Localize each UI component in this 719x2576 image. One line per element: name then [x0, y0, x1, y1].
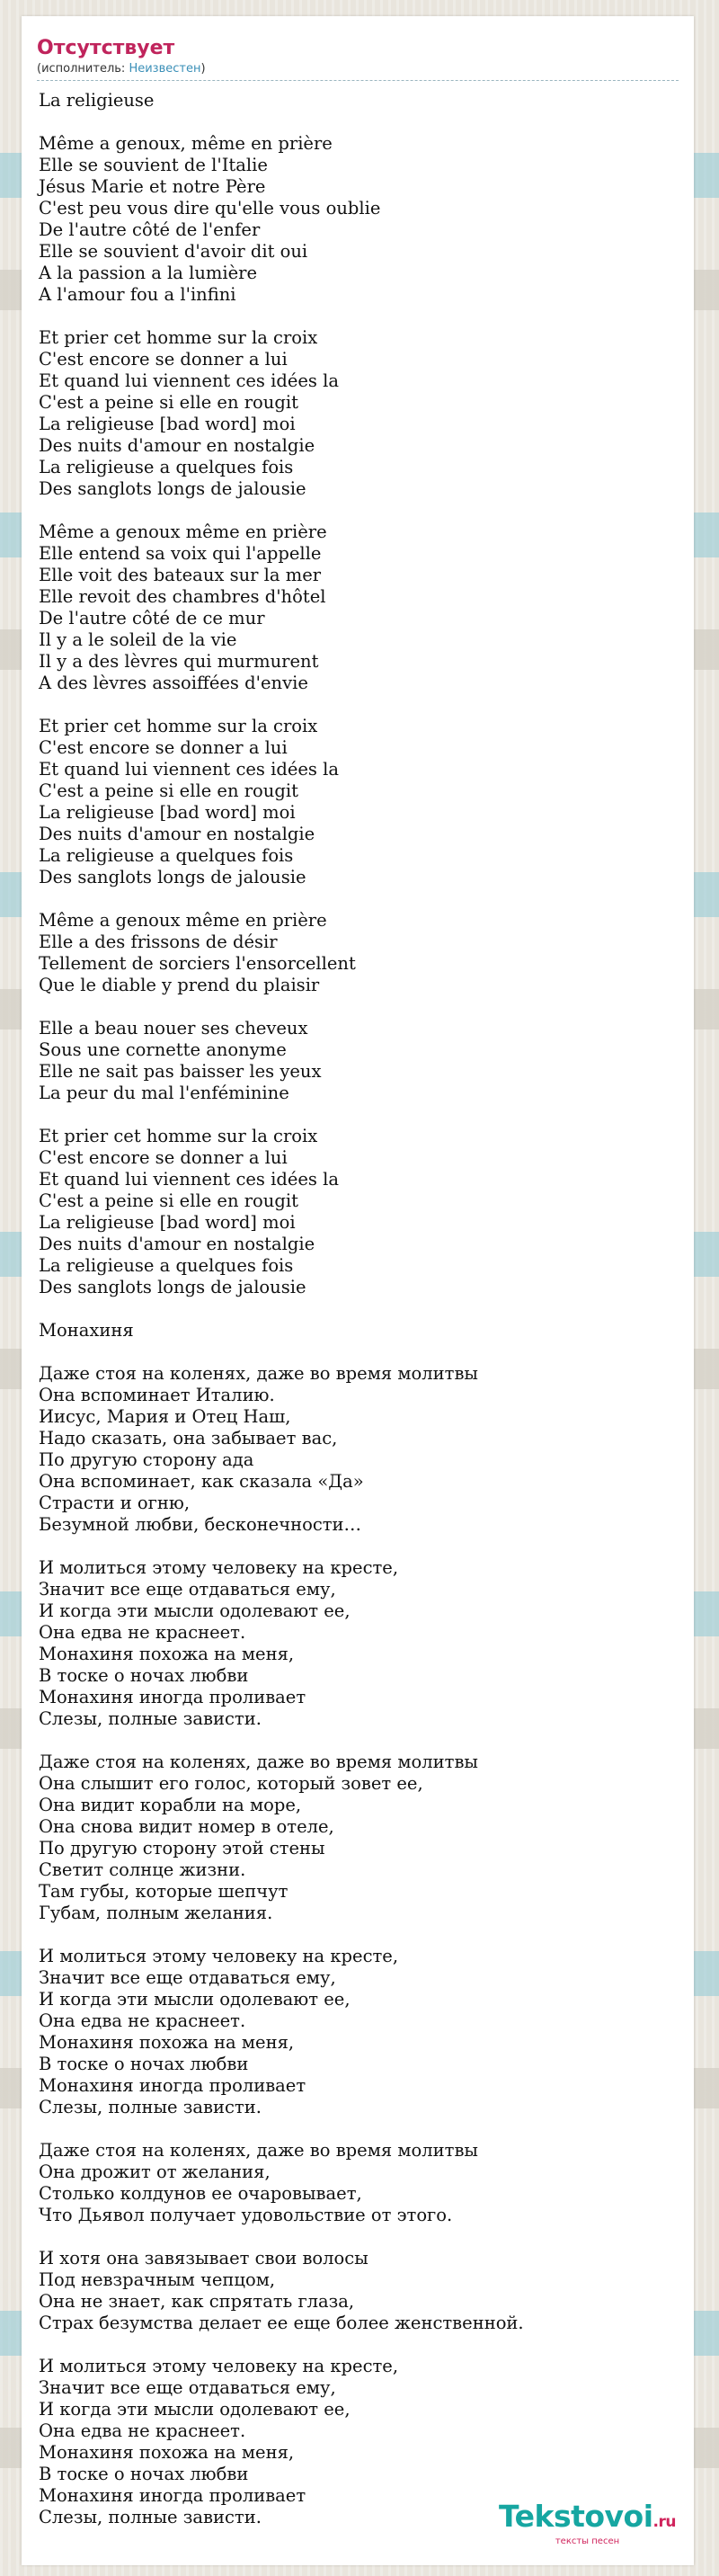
lyric-line: Иисус, Мария и Отец Наш,: [39, 1406, 291, 1427]
lyric-line: И когда эти мысли одолевают ее,: [39, 1600, 351, 1621]
lyric-line: И когда эти мысли одолевают ее,: [39, 1989, 351, 2010]
lyric-line: La religieuse [bad word] moi: [39, 1212, 296, 1233]
lyric-line: Elle ne sait pas baisser les yeux: [39, 1061, 322, 1082]
lyric-line: Des nuits d'amour en nostalgie: [39, 1234, 315, 1254]
lyric-line: Она вспоминает, как сказала «Да»: [39, 1471, 364, 1492]
lyric-line: La religieuse [bad word] moi: [39, 802, 296, 823]
lyric-line: Même a genoux même en prière: [39, 521, 327, 542]
lyric-line: Elle a beau nouer ses cheveux: [39, 1018, 308, 1038]
logo-main-text: Tekstovoi: [499, 2499, 653, 2534]
lyric-line: La religieuse a quelques fois: [39, 1255, 294, 1276]
lyric-line: Столько колдунов ее очаровывает,: [39, 2183, 362, 2204]
lyric-line: И когда эти мысли одолевают ее,: [39, 2399, 351, 2420]
lyric-line: Монахиня иногда проливает: [39, 2075, 306, 2096]
lyric-line: Страсти и огню,: [39, 1493, 191, 1513]
lyric-line: Des nuits d'amour en nostalgie: [39, 824, 315, 844]
stanza-break: [39, 500, 668, 521]
lyric-line: La religieuse: [39, 90, 155, 111]
lyric-line: Она слышит его голос, который зовет ее,: [39, 1773, 423, 1794]
lyric-line: Там губы, которые шепчут: [39, 1881, 288, 1902]
lyric-line: И молиться этому человеку на кресте,: [39, 1557, 399, 1578]
lyric-line: Она вспоминает Италию.: [39, 1385, 275, 1405]
lyric-line: La religieuse [bad word] moi: [39, 414, 296, 434]
lyric-line: Страх безумства делает ее еще более женственной.: [39, 2313, 524, 2333]
lyric-line: C'est a peine si elle en rougit: [39, 780, 298, 801]
artist-suffix: ): [200, 62, 206, 76]
lyric-line: Она снова видит номер в отеле,: [39, 1816, 334, 1837]
lyric-line: Значит все еще отдаваться ему,: [39, 1579, 336, 1600]
lyric-line: A l'amour fou a l'infini: [39, 284, 236, 305]
stanza-break: [39, 996, 668, 1018]
lyric-line: Слезы, полные зависти.: [39, 2097, 262, 2117]
artist-line: [37, 61, 679, 81]
lyric-line: C'est peu vous dire qu'elle vous oublie: [39, 198, 381, 218]
stanza-break: [39, 2226, 668, 2248]
lyric-line: Монахиня иногда проливает: [39, 2485, 306, 2506]
song-title: Отсутствует: [37, 37, 175, 59]
lyric-line: Et prier cet homme sur la croix: [39, 327, 318, 348]
lyric-line: Она едва не краснеет.: [39, 2420, 246, 2441]
stanza-break: [39, 1924, 668, 1946]
lyric-line: Она не знает, как спрятать глаза,: [39, 2291, 355, 2312]
lyric-line: La religieuse a quelques fois: [39, 845, 294, 866]
lyric-line: Под невзрачным чепцом,: [39, 2269, 276, 2290]
artist-link[interactable]: Неизвестен: [129, 62, 201, 76]
lyric-line: C'est a peine si elle en rougit: [39, 1190, 298, 1211]
stanza-break: [39, 1341, 668, 1363]
lyric-line: Монахиня похожа на меня,: [39, 2032, 295, 2053]
lyric-line: Des sanglots longs de jalousie: [39, 478, 306, 499]
stanza-break: [39, 2118, 668, 2140]
lyric-line: По другую сторону ада: [39, 1449, 254, 1470]
lyric-line: Et prier cet homme sur la croix: [39, 716, 318, 736]
lyric-line: Et quand lui viennent ces idées la: [39, 1169, 339, 1190]
stanza-break: [39, 306, 668, 327]
lyric-line: Elle revoit des chambres d'hôtel: [39, 586, 326, 607]
lyrics-text: [39, 90, 668, 2528]
lyric-line: И молиться этому человеку на кресте,: [39, 2356, 399, 2376]
lyric-line: Монахиня похожа на меня,: [39, 2442, 295, 2463]
lyric-line: A des lèvres assoiffées d'envie: [39, 673, 308, 693]
lyric-line: Она видит корабли на море,: [39, 1795, 302, 1815]
song-header: [37, 36, 679, 81]
lyric-line: Что Дьявол получает удовольствие от этого.: [39, 2205, 453, 2225]
lyric-line: La religieuse a quelques fois: [39, 457, 294, 477]
lyric-line: Des sanglots longs de jalousie: [39, 1277, 306, 1297]
lyric-line: La peur du mal l'enféminine: [39, 1083, 289, 1103]
lyric-line: C'est a peine si elle en rougit: [39, 392, 298, 413]
lyric-line: C'est encore se donner a lui: [39, 737, 288, 758]
lyric-line: В тоске о ночах любви: [39, 1665, 249, 1686]
lyric-line: Даже стоя на коленях, даже во время молитвы: [39, 1752, 478, 1772]
lyric-line: Elle entend sa voix qui l'appelle: [39, 543, 322, 564]
lyric-line: C'est encore se donner a lui: [39, 349, 288, 370]
lyric-line: C'est encore se donner a lui: [39, 1147, 288, 1168]
lyric-line: Монахиня похожа на меня,: [39, 1644, 295, 1664]
lyric-line: Elle se souvient d'avoir dit oui: [39, 241, 308, 262]
stanza-break: [39, 1298, 668, 1320]
lyric-line: В тоске о ночах любви: [39, 2464, 249, 2484]
lyrics-card: [22, 16, 694, 2565]
site-logo[interactable]: [499, 2500, 676, 2547]
lyric-line: Que le diable y prend du plaisir: [39, 975, 320, 995]
lyric-line: Et quand lui viennent ces idées la: [39, 759, 339, 780]
lyric-line: Des nuits d'amour en nostalgie: [39, 435, 315, 456]
lyric-line: Sous une cornette anonyme: [39, 1039, 287, 1060]
stanza-break: [39, 1536, 668, 1557]
lyric-line: De l'autre côté de ce mur: [39, 608, 265, 628]
lyric-line: Значит все еще отдаваться ему,: [39, 2377, 336, 2398]
lyric-line: Слезы, полные зависти.: [39, 1708, 262, 1729]
lyric-line: Даже стоя на коленях, даже во время молитвы: [39, 1363, 478, 1384]
lyric-line: Elle a des frissons de désir: [39, 931, 278, 952]
artist-prefix: (исполнитель:: [37, 62, 129, 76]
lyric-line: Il y a le soleil de la vie: [39, 629, 237, 650]
lyric-line: Jésus Marie et notre Père: [39, 176, 266, 197]
lyric-line: Même a genoux même en prière: [39, 910, 327, 931]
stanza-break: [39, 111, 668, 133]
lyric-line: Монахиня: [39, 1320, 134, 1341]
lyric-line: A la passion a la lumière: [39, 263, 258, 283]
lyric-line: Губам, полным желания.: [39, 1903, 273, 1923]
lyric-line: Она едва не краснеет.: [39, 2010, 246, 2031]
lyric-line: Même a genoux, même en prière: [39, 133, 333, 154]
lyric-line: Безумной любви, бесконечности…: [39, 1514, 362, 1535]
lyric-line: Значит все еще отдаваться ему,: [39, 1967, 336, 1988]
lyric-line: Et quand lui viennent ces idées la: [39, 370, 339, 391]
stanza-break: [39, 888, 668, 910]
stanza-break: [39, 694, 668, 716]
lyric-line: Elle se souvient de l'Italie: [39, 155, 268, 175]
lyric-line: Il y a des lèvres qui murmurent: [39, 651, 319, 672]
lyric-line: И молиться этому человеку на кресте,: [39, 1946, 399, 1966]
lyric-line: Слезы, полные зависти.: [39, 2507, 262, 2527]
stanza-break: [39, 1730, 668, 1752]
logo-tld: .ru: [652, 2513, 676, 2531]
lyric-line: Надо сказать, она забывает вас,: [39, 1428, 338, 1448]
stanza-break: [39, 2334, 668, 2356]
stanza-break: [39, 1104, 668, 1126]
lyric-line: В тоске о ночах любви: [39, 2054, 249, 2074]
lyric-line: Tellement de sorciers l'ensorcellent: [39, 953, 356, 974]
logo-subtitle: тексты песен: [555, 2536, 620, 2546]
logo-wordmark: [499, 2500, 676, 2538]
lyric-line: Даже стоя на коленях, даже во время молитвы: [39, 2140, 478, 2161]
lyric-line: Elle voit des bateaux sur la mer: [39, 565, 322, 585]
lyric-line: Она дрожит от желания,: [39, 2162, 271, 2182]
lyric-line: Des sanglots longs de jalousie: [39, 867, 306, 887]
lyric-line: И хотя она завязывает свои волосы: [39, 2248, 368, 2268]
lyric-line: Светит солнце жизни.: [39, 1859, 246, 1880]
lyric-line: Et prier cet homme sur la croix: [39, 1126, 318, 1146]
lyric-line: Она едва не краснеет.: [39, 1622, 246, 1643]
lyric-line: Монахиня иногда проливает: [39, 1687, 306, 1707]
lyric-line: De l'autre côté de l'enfer: [39, 219, 261, 240]
lyric-line: По другую сторону этой стены: [39, 1838, 325, 1858]
